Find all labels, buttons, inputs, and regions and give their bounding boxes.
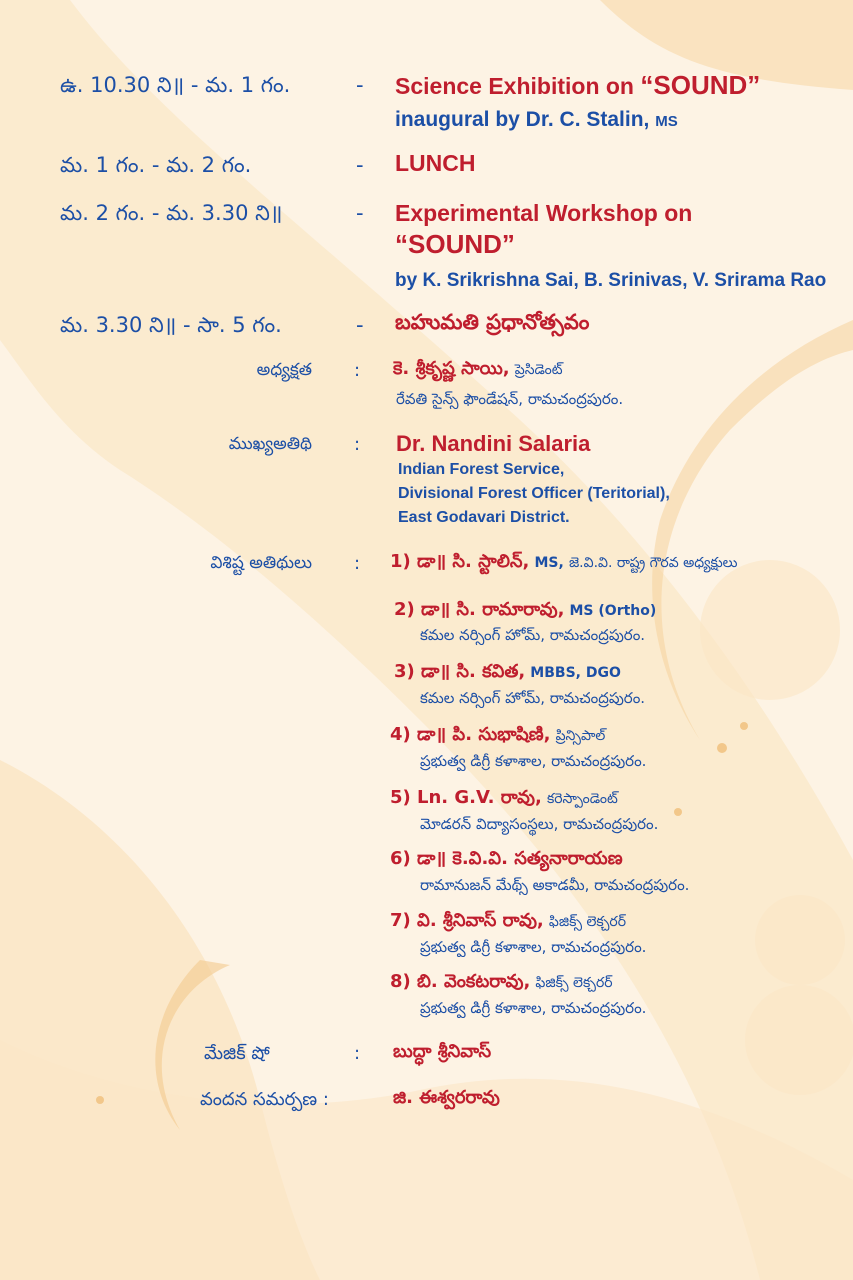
event-quote: “SOUND” xyxy=(640,70,761,100)
special-guest-5-org: మోడరన్ విద్యాసంస్థలు, రామచంద్రపురం. xyxy=(420,815,659,833)
president-name: కె. శ్రీకృష్ణ సాయి, xyxy=(393,358,510,379)
president-title: ప్రెసిడెంట్ xyxy=(514,362,563,378)
schedule-time-1: ఉ. 10.30 ని॥ - మ. 1 గం. xyxy=(60,73,291,97)
detail-degree: MS xyxy=(655,113,678,130)
schedule-time-2: మ. 1 గం. - మ. 2 గం. xyxy=(60,153,252,177)
schedule-detail-3: by K. Srikrishna Sai, B. Srinivas, V. Srirama Rao xyxy=(395,270,827,291)
guest-name: 6) డా॥ కె.వి.వి. సత్యనారాయణ xyxy=(390,848,623,869)
schedule-event-3-quote: “SOUND” xyxy=(395,229,515,259)
schedule-event-3: Experimental Workshop on xyxy=(395,200,693,226)
special-guests-colon: : xyxy=(354,553,361,574)
special-guests-role: విశిష్ట అతిథులు xyxy=(210,553,312,573)
special-guest-3 xyxy=(394,661,621,686)
chief-guest-line-2: Divisional Forest Officer (Teritorial), xyxy=(398,485,670,502)
schedule-event-1 xyxy=(395,70,760,101)
guest-title: ప్రిన్సిపాల్ xyxy=(555,728,606,744)
guest-name: 1) డా॥ సి. స్టాలిన్, xyxy=(390,551,530,572)
chief-guest-name: Dr. Nandini Salaria xyxy=(396,431,591,456)
special-guest-4 xyxy=(390,724,605,749)
guest-name: 8) బి. వెంకటరావు, xyxy=(390,971,531,992)
president-line xyxy=(393,358,563,383)
magic-show-colon: : xyxy=(354,1043,361,1064)
special-guest-2-org: కమల నర్సింగ్ హోమ్, రామచంద్రపురం. xyxy=(420,626,646,644)
special-guest-3-org: కమల నర్సింగ్ హోమ్, రామచంద్రపురం. xyxy=(420,689,646,707)
guest-name: 3) డా॥ సి. కవిత, xyxy=(394,661,526,682)
schedule-time-4: మ. 3.30 ని॥ - సా. 5 గం. xyxy=(60,313,282,337)
guest-name: 4) డా॥ పి. సుభాషిణి, xyxy=(390,724,551,745)
guest-title: ఫిజిక్స్ లెక్చరర్ xyxy=(535,975,613,991)
special-guest-7 xyxy=(390,910,626,935)
guest-name: 5) Ln. G.V. రావు, xyxy=(390,787,542,808)
president-role: అధ్యక్షత xyxy=(256,360,312,380)
schedule-detail-1 xyxy=(395,108,678,132)
chief-guest-line-3: East Godavari District. xyxy=(398,509,570,526)
chief-guest-role: ముఖ్యఅతిథి xyxy=(228,434,312,454)
president-colon: : xyxy=(354,360,361,381)
special-guest-5 xyxy=(390,787,618,812)
special-guest-1 xyxy=(390,551,737,576)
schedule-time-3: మ. 2 గం. - మ. 3.30 ని॥ xyxy=(60,201,283,225)
guest-title: ఫిజిక్స్ లెక్చరర్ xyxy=(548,914,627,930)
guest-name: 7) వి. శ్రీనివాస్ రావు, xyxy=(390,910,544,931)
schedule-dash-4: - xyxy=(356,313,364,337)
vote-of-thanks-name: జి. ఈశ్వరరావు xyxy=(393,1087,500,1108)
guest-title: కరెస్పాండెంట్ xyxy=(546,791,618,807)
special-guest-6-org: రామానుజన్ మేథ్స్ అకాడమీ, రామచంద్రపురం. xyxy=(420,876,690,894)
vote-of-thanks-role: వందన సమర్పణ : xyxy=(200,1089,329,1110)
special-guest-8-org: ప్రభుత్వ డిగ్రీ కళాశాల, రామచంద్రపురం. xyxy=(420,999,647,1017)
guest-title: జె.వి.వి. రాష్ట్ర గౌరవ అధ్యక్షులు xyxy=(568,555,738,571)
president-org: రేవతి సైన్స్ ఫౌండేషన్, రామచంద్రపురం. xyxy=(396,390,624,408)
magic-show-name: బుద్ధా శ్రీనివాస్ xyxy=(393,1041,492,1062)
special-guest-8 xyxy=(390,971,613,996)
event-text: Science Exhibition on xyxy=(395,73,641,99)
schedule-dash-2: - xyxy=(356,153,364,177)
schedule-event-4: బహుమతి ప్రధానోత్సవం xyxy=(395,310,590,334)
guest-degree: MS (Ortho) xyxy=(569,603,657,619)
schedule-dash-3: - xyxy=(356,201,364,225)
special-guest-4-org: ప్రభుత్వ డిగ్రీ కళాశాల, రామచంద్రపురం. xyxy=(420,752,647,770)
chief-guest-line-1: Indian Forest Service, xyxy=(398,461,565,478)
special-guest-6 xyxy=(390,848,623,873)
magic-show-role: మేజిక్ షో xyxy=(204,1043,270,1064)
guest-degree: MS, xyxy=(534,555,564,571)
schedule-dash-1: - xyxy=(356,73,364,97)
schedule-event-2: LUNCH xyxy=(395,150,476,176)
chief-guest-colon: : xyxy=(354,434,361,455)
guest-degree: MBBS, DGO xyxy=(530,665,621,681)
detail-text: inaugural by Dr. C. Stalin, xyxy=(395,108,656,131)
guest-name: 2) డా॥ సి. రామారావు, xyxy=(394,599,565,620)
special-guest-7-org: ప్రభుత్వ డిగ్రీ కళాశాల, రామచంద్రపురం. xyxy=(420,938,647,956)
special-guest-2 xyxy=(394,599,656,624)
